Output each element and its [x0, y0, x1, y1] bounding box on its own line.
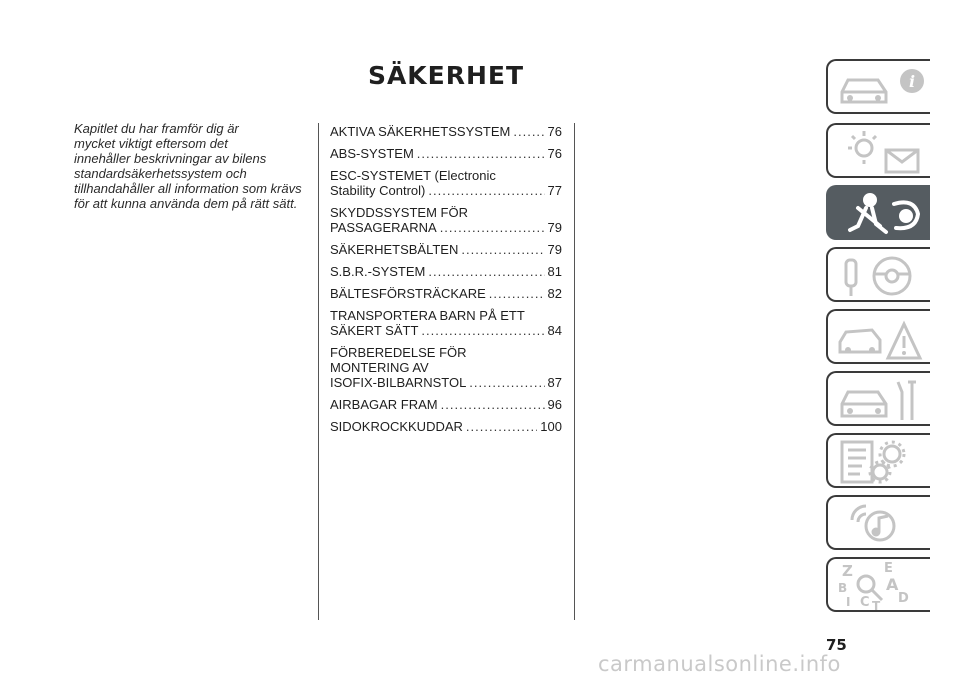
tab-technical-data[interactable] — [826, 433, 930, 488]
watermark: carmanualsonline.info — [598, 652, 841, 676]
intro-line: tillhandahåller all information som krävs — [74, 181, 302, 196]
car-info-icon — [836, 64, 932, 112]
toc-entry[interactable] — [330, 242, 562, 257]
toc-leader-dots — [513, 124, 544, 139]
toc-entry-page: 87 — [547, 375, 562, 390]
warning-lights-icon — [836, 128, 932, 176]
toc-entry-title: ISOFIX-BILBARNSTOL — [330, 375, 467, 390]
intro-line: innehåller beskrivningar av bilens — [74, 151, 267, 166]
toc-entry-page: 76 — [547, 146, 562, 161]
toc-entry-line: ESC-SYSTEMET (Electronic — [330, 168, 496, 183]
toc-entry[interactable] — [330, 308, 562, 338]
toc-entry-page: 84 — [547, 323, 562, 338]
toc-entry-page: 79 — [547, 220, 562, 235]
alphabetical-index-icon — [836, 562, 932, 610]
toc-entry-page: 82 — [547, 286, 562, 301]
toc-entry-page: 96 — [547, 397, 562, 412]
tab-index[interactable] — [826, 557, 930, 612]
toc-entry-title: BÄLTESFÖRSTRÄCKARE — [330, 286, 486, 301]
tab-multimedia[interactable] — [826, 495, 930, 550]
toc-leader-dots — [421, 323, 544, 338]
toc-entry[interactable] — [330, 419, 562, 434]
toc-leader-dots — [441, 397, 545, 412]
toc-entry-page: 79 — [547, 242, 562, 257]
toc-entry[interactable] — [330, 124, 562, 139]
tab-vehicle-info[interactable] — [826, 59, 930, 114]
tab-safety[interactable] — [826, 185, 930, 240]
toc-entry[interactable] — [330, 205, 562, 235]
toc-entry-line: MONTERING AV — [330, 360, 429, 375]
toc-entry-line: SKYDDSSYSTEM FÖR — [330, 205, 468, 220]
column-divider-right — [574, 123, 575, 620]
toc-entry-title: ABS-SYSTEM — [330, 146, 414, 161]
index-letter: Z — [842, 562, 853, 580]
svg-text:i: i — [909, 72, 916, 91]
toc-leader-dots — [428, 183, 544, 198]
index-letter: I — [846, 595, 851, 609]
toc-leader-dots — [461, 242, 544, 257]
chapter-title: SÄKERHET — [367, 61, 525, 90]
toc-entry-page: 81 — [547, 264, 562, 279]
index-letter: D — [898, 591, 909, 606]
toc-entry-title: Stability Control) — [330, 183, 426, 198]
toc-entry-line: FÖRBEREDELSE FÖR — [330, 345, 467, 360]
toc-entry[interactable] — [330, 168, 562, 198]
toc-entry[interactable] — [330, 397, 562, 412]
intro-line: för att kunna använda dem på rätt sätt. — [74, 196, 298, 211]
toc-leader-dots — [417, 146, 545, 161]
toc-entry-title: SIDOKROCKKUDDAR — [330, 419, 463, 434]
car-breakdown-warning-icon — [836, 314, 932, 362]
toc-entry[interactable] — [330, 264, 562, 279]
key-steering-wheel-icon — [836, 252, 932, 300]
intro-line: Kapitlet du har framför dig är — [74, 121, 239, 136]
toc-entry-title: AKTIVA SÄKERHETSSYSTEM — [330, 124, 511, 139]
toc-entry[interactable] — [330, 345, 562, 390]
tab-maintenance[interactable] — [826, 371, 930, 426]
toc-entry-page: 77 — [547, 183, 562, 198]
index-letter: B — [838, 581, 848, 595]
index-letter: E — [884, 562, 893, 576]
column-divider-left — [318, 123, 319, 620]
toc-leader-dots — [469, 375, 544, 390]
index-letter: T — [872, 599, 881, 610]
tab-starting-driving[interactable] — [826, 247, 930, 302]
toc-leader-dots — [440, 220, 545, 235]
toc-entry-title: SÄKERT SÄTT — [330, 323, 419, 338]
seat-belt-airbag-icon — [836, 190, 932, 238]
multimedia-icon — [836, 500, 932, 548]
chapter-intro — [74, 121, 314, 211]
toc-entry-title: SÄKERHETSBÄLTEN — [330, 242, 459, 257]
table-of-contents — [330, 124, 562, 441]
index-letter: C — [860, 595, 870, 610]
tab-instrument-panel[interactable] — [826, 123, 930, 178]
tab-emergency[interactable] — [826, 309, 930, 364]
technical-data-gears-icon — [836, 438, 932, 486]
toc-leader-dots — [428, 264, 544, 279]
car-maintenance-tools-icon — [836, 376, 932, 424]
toc-leader-dots — [489, 286, 545, 301]
toc-entry-title: AIRBAGAR FRAM — [330, 397, 438, 412]
page-number: 75 — [826, 636, 847, 654]
index-letter: A — [886, 575, 899, 594]
toc-entry-title: S.B.R.-SYSTEM — [330, 264, 426, 279]
intro-line: mycket viktigt eftersom det — [74, 136, 228, 151]
intro-line: standardsäkerhetssystem och — [74, 166, 247, 181]
toc-leader-dots — [466, 419, 537, 434]
toc-entry-page: 100 — [540, 419, 562, 434]
toc-entry-line: TRANSPORTERA BARN PÅ ETT — [330, 308, 525, 323]
toc-entry[interactable] — [330, 286, 562, 301]
toc-entry[interactable] — [330, 146, 562, 161]
toc-entry-title: PASSAGERARNA — [330, 220, 437, 235]
toc-entry-page: 76 — [547, 124, 562, 139]
